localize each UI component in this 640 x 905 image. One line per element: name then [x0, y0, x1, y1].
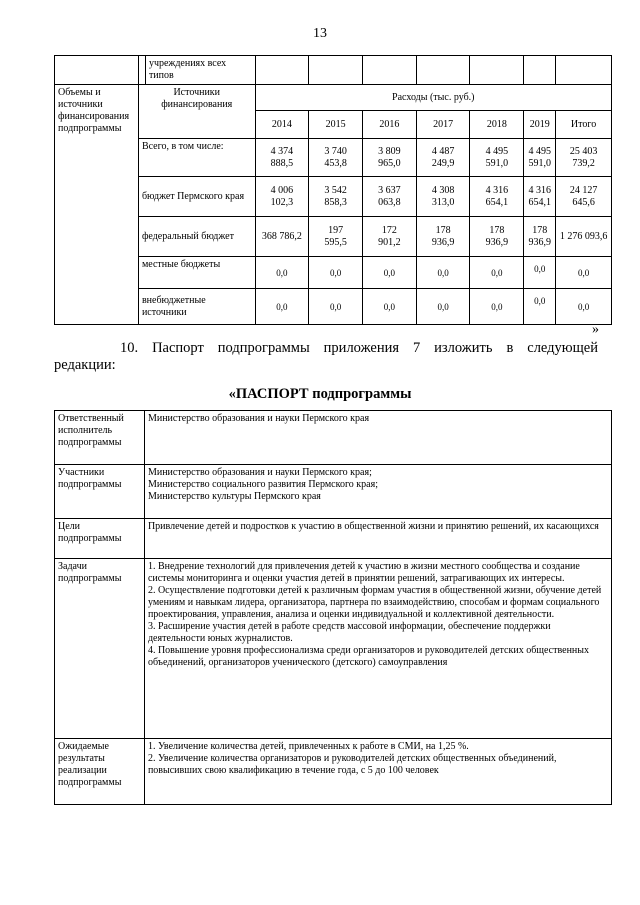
- value-cell: 4 487 249,9: [416, 139, 470, 177]
- value-cell: 4 006 102,3: [255, 177, 309, 217]
- value-cell: 0,0: [416, 257, 470, 289]
- table-row: [55, 177, 612, 217]
- value-cell: 0,0: [363, 257, 417, 289]
- year-cell: 2014: [255, 111, 309, 139]
- year-cell: 2016: [363, 111, 417, 139]
- table-row: [55, 139, 612, 177]
- value-cell: 197 595,5: [309, 217, 363, 257]
- value-cell: 1 276 093,6: [556, 217, 612, 257]
- closing-quote: »: [592, 322, 599, 337]
- value-cell: 3 637 063,8: [363, 177, 417, 217]
- value-cell: 0,0: [363, 289, 417, 325]
- row-label: Ответственный исполнитель подпрограммы: [55, 411, 145, 465]
- value-cell: 0,0: [470, 257, 524, 289]
- content-line: Привлечение детей и подростков к участию в общественной жизни и принятию решений, их касающихся: [147, 521, 599, 532]
- content-line: Министерство образования и науки Пермского края;: [147, 467, 372, 478]
- value-cell: 4 495 591,0: [470, 139, 524, 177]
- source-cell: бюджет Пермского края: [138, 177, 255, 217]
- top-continuation-row: [55, 56, 612, 85]
- value-cell: 178 936,9: [416, 217, 470, 257]
- value-cell: 178 936,9: [524, 217, 556, 257]
- value-cell: 4 495 591,0: [524, 139, 556, 177]
- row-content: [144, 559, 611, 739]
- source-cell: федеральный бюджет: [138, 217, 255, 257]
- amendment-paragraph: [54, 340, 598, 374]
- content-line: Министерство социального развития Пермского края;: [147, 479, 378, 490]
- value-cell: 0,0: [524, 257, 556, 289]
- value-cell: 25 403 739,2: [556, 139, 612, 177]
- value-cell: 0,0: [556, 257, 612, 289]
- value-cell: 0,0: [524, 289, 556, 325]
- value-cell: 0,0: [470, 289, 524, 325]
- table-row: [55, 739, 612, 805]
- row-content: [144, 411, 611, 465]
- value-cell: 368 786,2: [255, 217, 309, 257]
- sources-header: Источники финансирования: [138, 85, 255, 139]
- year-cell: 2017: [416, 111, 470, 139]
- content-line: 1. Увеличение количества детей, привлеченных к работе в СМИ, на 1,25 %.: [147, 741, 469, 752]
- row-content: [144, 519, 611, 559]
- row-label: Задачи подпрограммы: [55, 559, 145, 739]
- content-line: Министерство культуры Пермского края: [147, 491, 321, 502]
- expenses-header: Расходы (тыс. руб.): [255, 85, 611, 111]
- content-line: 1. Внедрение технологий для привлечения детей к участию в жизни местного сообщества и создание системы мониторинга и оценки участия детей в принятии решений, затрагивающих их интересы.: [147, 561, 580, 584]
- year-cell: Итого: [556, 111, 612, 139]
- year-cell: 2015: [309, 111, 363, 139]
- content-line: 2. Увеличение количества организаторов и руководителей детских общественных объединений, повысивших свою квалификацию в течение года, с 5 до 100 человек: [147, 753, 557, 776]
- year-cell: 2019: [524, 111, 556, 139]
- value-cell: 24 127 645,6: [556, 177, 612, 217]
- value-cell: 4 374 888,5: [255, 139, 309, 177]
- value-cell: 0,0: [309, 257, 363, 289]
- table-row: [55, 289, 612, 325]
- financing-label: Объемы и источники финансирования подпрограммы: [55, 85, 139, 325]
- value-cell: 172 901,2: [363, 217, 417, 257]
- value-cell: 0,0: [255, 289, 309, 325]
- row-label: Ожидаемые результаты реализации подпрограммы: [55, 739, 145, 805]
- passport-title: «ПАСПОРТ подпрограммы: [228, 386, 412, 402]
- table-row: [55, 559, 612, 739]
- value-cell: 0,0: [255, 257, 309, 289]
- value-cell: 3 542 858,3: [309, 177, 363, 217]
- table-row: [55, 519, 612, 559]
- value-cell: 0,0: [556, 289, 612, 325]
- table-header-row: [55, 85, 612, 111]
- table-row: [55, 257, 612, 289]
- content-line: 2. Осуществление подготовки детей к различным формам участия в общественной жизни, обучение детей умениям и навыкам лидера, организатора, партнера по взаимодействию, способам и формам социального проектирования, управления, анализа и оценки индивидуальной и коллективной деятельности.: [147, 585, 602, 620]
- source-cell: местные бюджеты: [138, 257, 255, 289]
- value-cell: 3 809 965,0: [363, 139, 417, 177]
- row-label: Участники подпрограммы: [55, 465, 145, 519]
- passport-table: [54, 410, 612, 805]
- value-cell: 4 316 654,1: [470, 177, 524, 217]
- year-cell: 2018: [470, 111, 524, 139]
- value-cell: 4 316 654,1: [524, 177, 556, 217]
- table-row: [55, 411, 612, 465]
- content-line: 3. Расширение участия детей в работе средств массовой информации, обеспечение поддержки деятельности юных журналистов.: [147, 621, 551, 644]
- row-content: [144, 739, 611, 805]
- value-cell: 4 308 313,0: [416, 177, 470, 217]
- paragraph-line: редакции:: [54, 357, 116, 373]
- value-cell: 3 740 453,8: [309, 139, 363, 177]
- financing-table: [54, 55, 612, 325]
- row-label: Цели подпрограммы: [55, 519, 145, 559]
- row-content: [144, 465, 611, 519]
- value-cell: 0,0: [309, 289, 363, 325]
- top-row-text: учреждениях всех типов: [145, 56, 255, 85]
- source-cell: внебюджетные источники: [138, 289, 255, 325]
- content-line: 4. Повышение уровня профессионализма среди организаторов и руководителей детских общественных объединений, организаторов ученического (детского) самоуправления: [147, 645, 589, 668]
- table-row: [55, 217, 612, 257]
- value-cell: 0,0: [416, 289, 470, 325]
- content-line: Министерство образования и науки Пермского края: [147, 413, 370, 424]
- source-cell: Всего, в том числе:: [138, 139, 255, 177]
- value-cell: 178 936,9: [470, 217, 524, 257]
- paragraph-line: 10. Паспорт подпрограммы приложения 7 изложить в следующей: [120, 340, 598, 356]
- page-number: 13: [313, 26, 327, 41]
- table-row: [55, 465, 612, 519]
